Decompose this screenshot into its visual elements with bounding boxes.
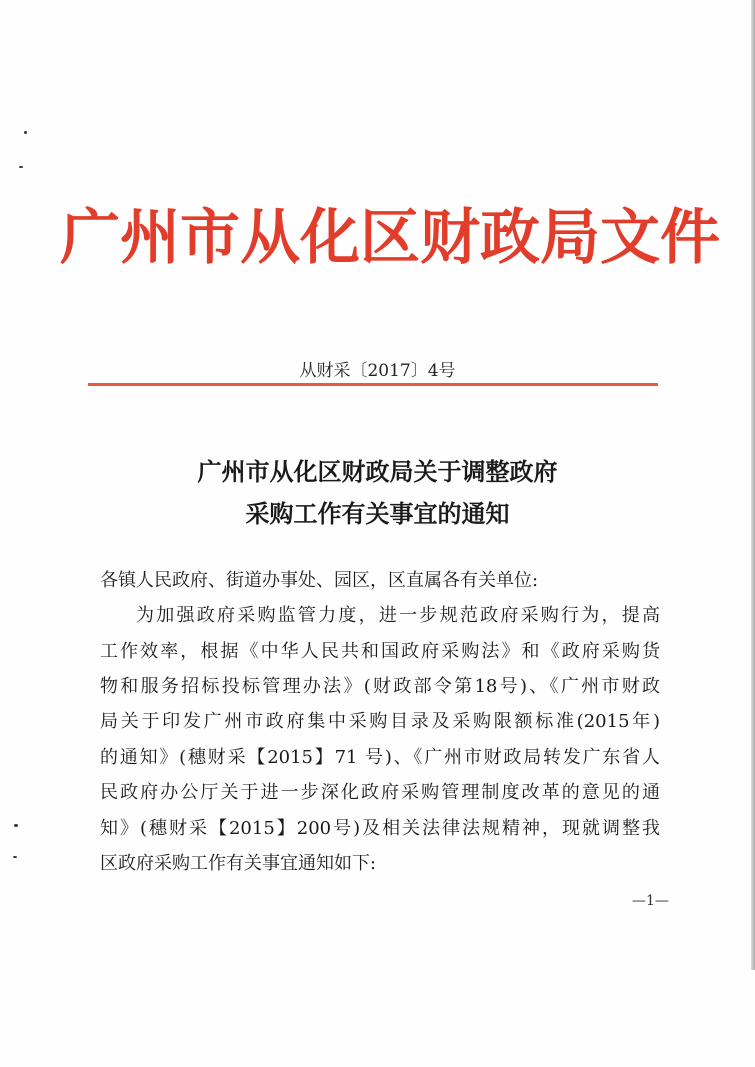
salutation: 各镇人民政府、街道办事处、园区，区直属各有关单位: — [100, 570, 539, 591]
body-line: 民政府办公厅关于进一步深化政府采购管理制度改革的意见的通 — [100, 782, 660, 803]
body-line: 工作效率，根据《中华人民共和国政府采购法》和《政府采购货 — [100, 641, 660, 662]
body-line: 物和服务招标投标管理办法》(财政部令第18号)、《广州市财政 — [100, 676, 660, 697]
body-line: 知》(穗财采【2015】200号)及相关法律法规精神，现就调整我 — [100, 818, 660, 839]
body-line: 为加强政府采购监管力度，进一步规范政府采购行为，提高 — [136, 605, 660, 626]
body-line: 局关于印发广州市政府集中采购目录及采购限额标准(2015年) — [100, 711, 660, 732]
document-number: 从财采〔2017〕4号 — [299, 361, 456, 381]
red-divider-line — [88, 383, 658, 386]
body-line: 区政府采购工作有关事宜通知如下: — [100, 853, 377, 874]
scan-speck — [24, 131, 27, 134]
issuing-authority-title: 广州市从化区财政局文件 — [60, 203, 720, 273]
scan-speck — [13, 856, 17, 858]
scan-speck — [14, 824, 18, 827]
scan-speck — [19, 166, 23, 168]
page-number: —1— — [632, 893, 669, 909]
notice-title-line-2: 采购工作有关事宜的通知 — [245, 499, 510, 528]
notice-title-line-1: 广州市从化区财政局关于调整政府 — [197, 457, 558, 486]
body-line: 的通知》(穗财采【2015】71 号)、《广州市财政局转发广东省人 — [100, 747, 660, 768]
